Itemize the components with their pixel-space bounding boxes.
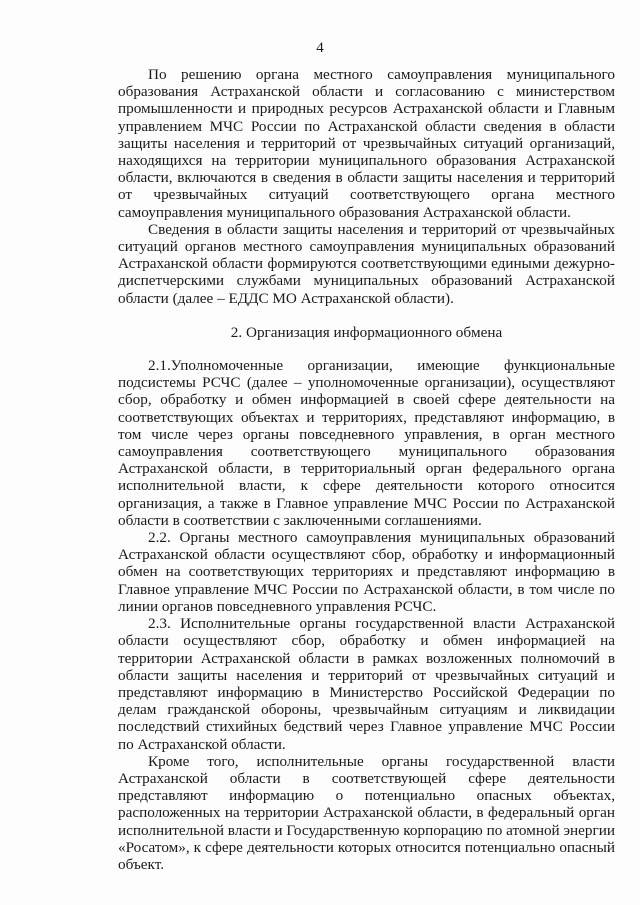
- paragraph-edds-info: Сведения в области защиты населения и территорий от чрезвычайных ситуаций органов местного самоуправления муниципальных образований Астраханской области формируются соответствующими едиными дежурно-диспетчерскими службами муниципальных образований Астраханской области (далее – ЕДДС МО Астраханской области).: [118, 220, 615, 307]
- paragraph-municipal-decision: По решению органа местного самоуправления муниципального образования Астраханской области и согласованию с министерством промышленности и природных ресурсов Астраханской области и Главным управлением МЧС России по Астраханской области сведения в области защиты населения и территорий от чрезвычайных ситуаций организаций, находящихся на территории муниципального образования Астраханской области, включаются в сведения в области защиты населения и территорий от чрезвычайных ситуаций соответствующего органа местного самоуправления муниципального образования Астраханской области.: [118, 66, 615, 221]
- paragraph-2-1: 2.1.Уполномоченные организации, имеющие функциональные подсистемы РСЧС (далее – уполномоченные организации), осуществляют сбор, обработку и обмен информацией в своей сфере деятельности на соответствующих объектах и территориях, представляют информацию, в том числе через органы повседневного управления, в орган местного самоуправления соответствующего муниципального образования Астраханской области, в территориальный орган федерального органа исполнительной власти, к сфере деятельности которого относится организация, а также в Главное управление МЧС России по Астраханской области в соответствии с заключенными соглашениями.: [118, 357, 615, 529]
- section-heading: 2. Организация информационного обмена: [230, 323, 503, 341]
- document-body: [118, 66, 615, 873]
- paragraph-2-2: 2.2. Органы местного самоуправления муниципальных образований Астраханской области осуществляют сбор, обработку и информационный обмен на соответствующих территориях и представляют информацию в Главное управление МЧС России по Астраханской области, в том числе по линии органов повседневного управления РСЧС.: [118, 529, 615, 615]
- paragraph-2-3: 2.3. Исполнительные органы государственной власти Астраханской области осуществляют сбор, обработку и обмен информацией на территории Астраханской области в рамках возложенных полномочий в области защиты населения и территорий от чрезвычайных ситуаций и представляют информацию в Министерство Российской Федерации по делам гражданской обороны, чрезвычайным ситуациям и ликвидации последствий стихийных бедствий через Главное управление МЧС России по Астраханской области.: [118, 615, 615, 753]
- page-number: 4: [316, 40, 324, 56]
- paragraph-additional: Кроме того, исполнительные органы государственной власти Астраханской области в соответствующей сфере деятельности представляют информацию о потенциально опасных объектах, расположенных на территории Астраханской области, в федеральный орган исполнительной власти и Государственную корпорацию по атомной энергии «Росатом», к сфере деятельности которых относится потенциально опасный объект.: [118, 752, 615, 873]
